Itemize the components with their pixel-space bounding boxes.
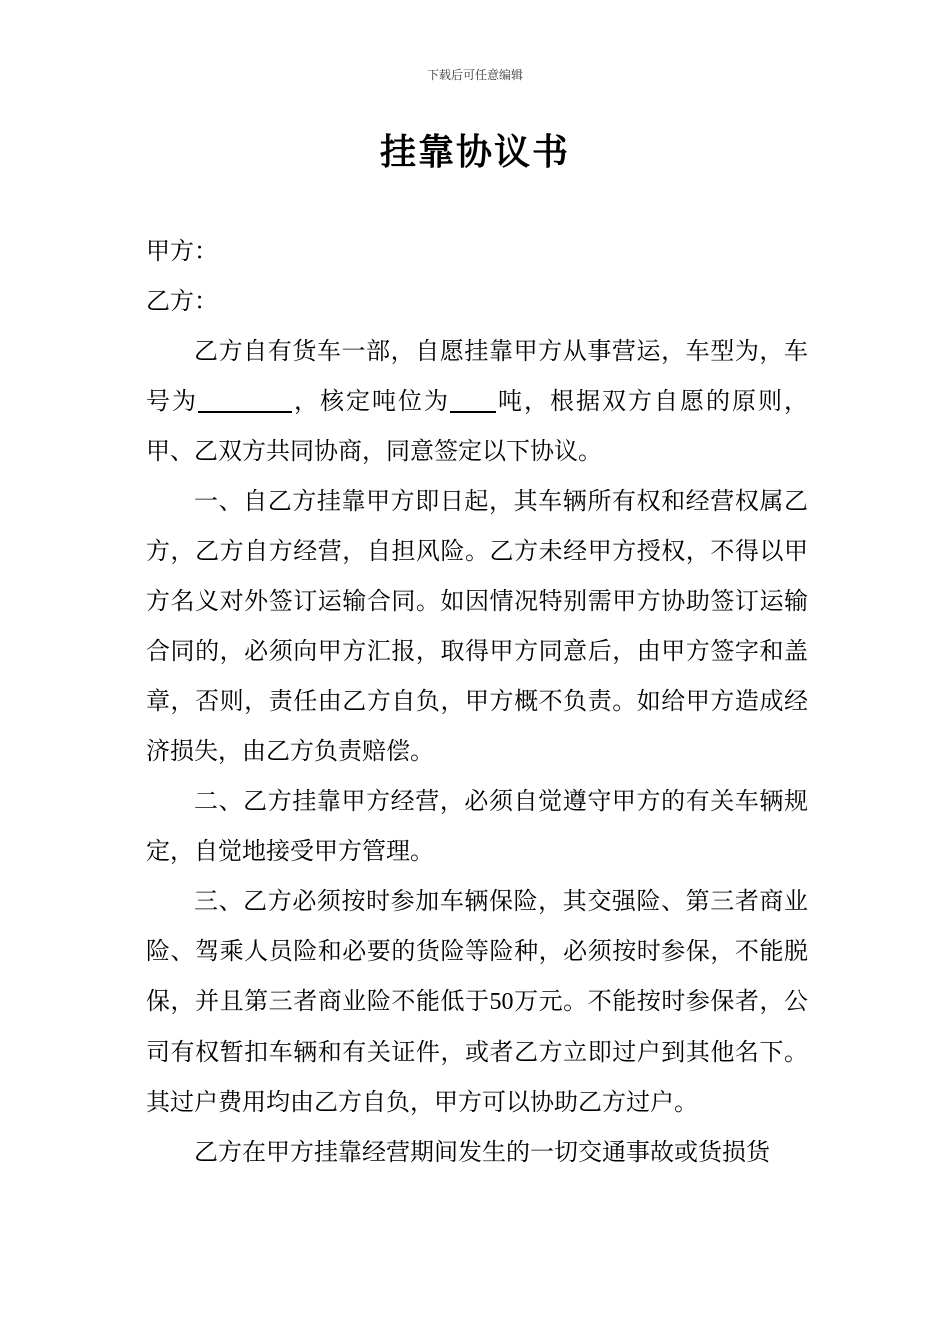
intro-text-1: 乙方自有货车一部，自愿挂靠甲方从事营运，车型为，车号为 [146,337,808,415]
party-a-line: 甲方： [146,237,218,265]
clause-1-paragraph: 一、自乙方挂靠甲方即日起，其车辆所有权和经营权属乙方，乙方自方经营，自担风险。乙方未经甲方授权，不得以甲方名义对外签订运输合同。如因情况特别需甲方协助签订运输合同的，必须向甲方汇报，取得甲方同意后，由甲方签字和盖章，否则，责任由乙方自负，甲方概不负责。如给甲方造成经济损失，由乙方负责赔偿。 [146,487,808,765]
clause-3-text-1: 三、乙方必须按时参加车辆保险，其交强险、第三者商业险、驾乘人员险和必要的货险等险种，必须按时参保，不能脱保，并且第三者商业险不能低于 [146,887,808,1015]
header-note: 下载后可任意编辑 [426,68,523,82]
tonnage-blank [450,383,496,413]
document-body [146,226,808,1177]
plate-number-blank [198,383,292,413]
party-b-line: 乙方： [146,287,218,315]
document-title: 挂靠协议书 [379,131,570,173]
intro-text-2: ，核定吨位为 [292,387,450,415]
intro-text-3: 吨，根据双方自愿的原则，甲、乙双方共同协商，同意签定以下协议。 [146,387,808,465]
insurance-amount: 50 [489,989,514,1015]
clause-3-paragraph [146,876,808,1127]
clause-3-text-2: 万元。不能按时参保者，公司有权暂扣车辆和有关证件，或者乙方立即过户到其他名下。其过户费用均由乙方自负，甲方可以协助乙方过户。 [146,987,809,1116]
intro-paragraph [146,326,808,476]
clause-2-paragraph: 二、乙方挂靠甲方经营，必须自觉遵守甲方的有关车辆规定，自觉地接受甲方管理。 [146,787,808,865]
clause-4-paragraph: 乙方在甲方挂靠经营期间发生的一切交通事故或货损货 [194,1138,770,1166]
